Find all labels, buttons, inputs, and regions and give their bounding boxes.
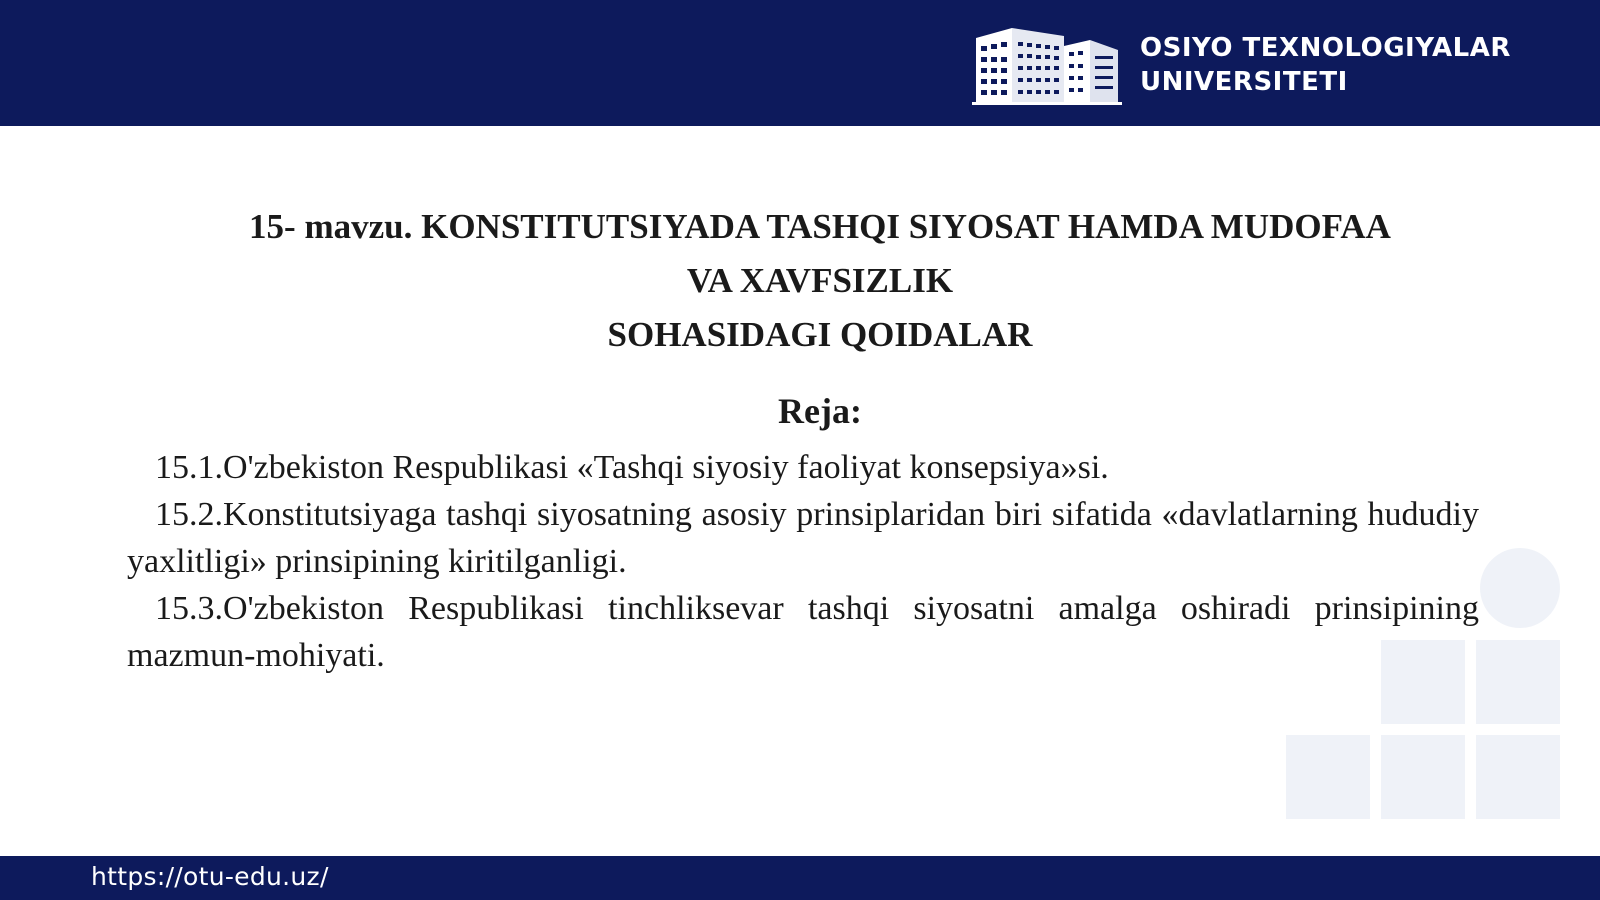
watermark-square xyxy=(1476,735,1560,819)
plan-item: 15.1.O'zbekiston Respublikasi «Tashqi siyosiy faoliyat konsepsiya»si. xyxy=(155,449,1109,486)
university-name xyxy=(1140,31,1511,99)
slide-title-line3: SOHASIDAGI QOIDALAR xyxy=(607,315,1033,354)
watermark-square xyxy=(1286,735,1370,819)
watermark-square xyxy=(1381,735,1465,819)
footer-url-link[interactable]: https://otu-edu.uz/ xyxy=(91,862,329,891)
plan-item: 15.2.Konstitutsiyaga tashqi siyosatning asosiy prinsiplaridan biri sifatida «davlatlarning hududiy yaxlitligi» prinsipining kiritilganligi. xyxy=(127,496,1479,580)
watermark-circle xyxy=(1480,548,1560,628)
slide-title-line1: 15- mavzu. KONSTITUTSIYADA TASHQI SIYOSAT HAMDA MUDOFAA xyxy=(249,207,1391,246)
university-name-line1: OSIYO TEXNOLOGIYALAR xyxy=(1140,33,1511,63)
university-name-line2: UNIVERSITETI xyxy=(1140,67,1348,97)
slide-title-line2: VA XAVFSIZLIK xyxy=(686,261,954,300)
plan-item: 15.3.O'zbekiston Respublikasi tinchliksevar tashqi siyosatni amalga oshiradi prinsipining mazmun-mohiyati. xyxy=(127,590,1479,674)
watermark-square xyxy=(1476,640,1560,724)
plan-heading: Reja: xyxy=(778,391,862,431)
slide-title xyxy=(120,200,1520,362)
university-building-icon xyxy=(972,24,1122,106)
university-logo xyxy=(972,22,1532,108)
plan-list xyxy=(127,444,1479,679)
